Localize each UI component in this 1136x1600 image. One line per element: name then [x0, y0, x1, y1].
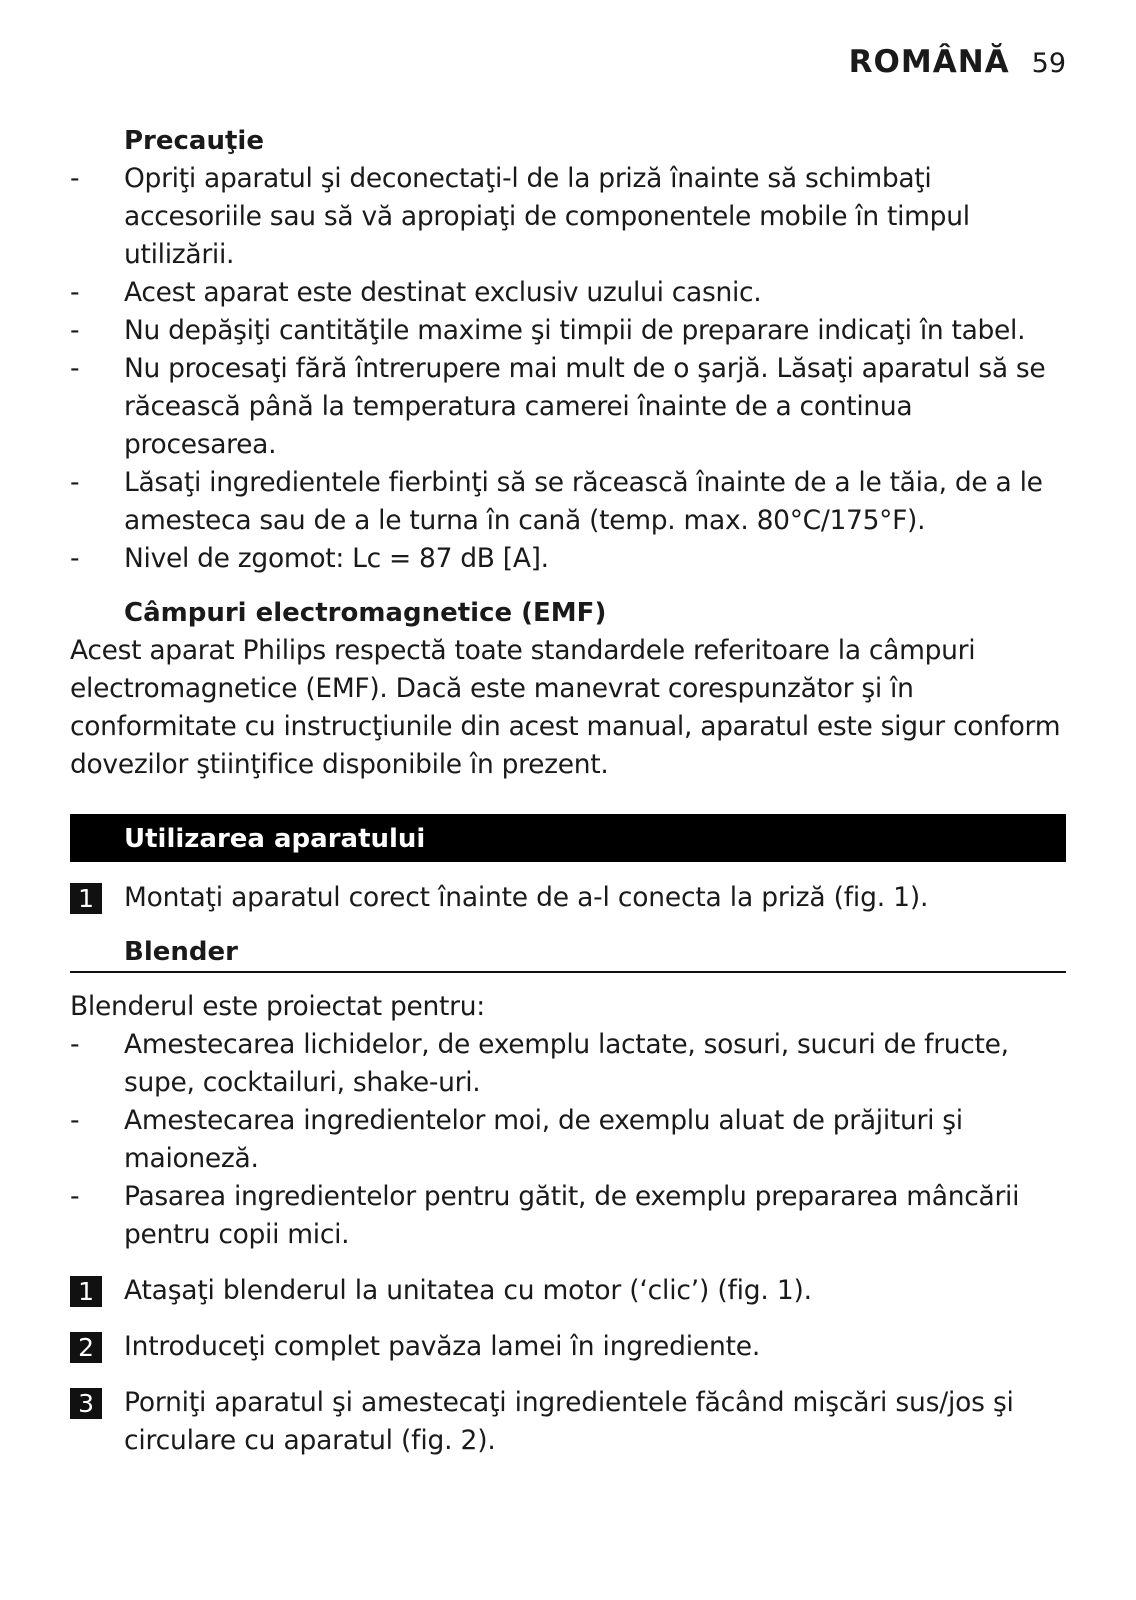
step-number: 1 [70, 883, 102, 914]
precautie-list [70, 160, 1066, 578]
bullet-dash: - [70, 1029, 80, 1060]
list-item [70, 160, 1066, 274]
emf-paragraph: Acest aparat Philips respectă toate standardele referitoare la câmpuri electromagnetice (EMF). Dacă este manevrat corespunzător şi în conformitate cu instrucţiunile din acest manual, aparatul este sigur conform dovezilor ştiinţifice disponibile în prezent. [70, 635, 1061, 780]
list-item-text: Acest aparat este destinat exclusiv uzului casnic. [124, 277, 762, 308]
bullet-dash: - [70, 163, 80, 194]
section-title-bar: Utilizarea aparatului [70, 814, 1066, 862]
bullet-dash: - [70, 543, 80, 574]
page-number: 59 [1031, 48, 1066, 79]
blender-step-3 [70, 1384, 1066, 1460]
bullet-dash: - [70, 1181, 80, 1212]
bullet-dash: - [70, 315, 80, 346]
list-item-text: Nu procesaţi fără întrerupere mai mult de o şarjă. Lăsaţi aparatul să se răcească până la temperatura camerei înainte de a continua procesarea. [124, 353, 1046, 460]
list-item-text: Amestecarea ingredientelor moi, de exemplu aluat de prăjituri şi maioneză. [124, 1105, 963, 1174]
blender-step-1 [70, 1272, 1066, 1310]
list-item [70, 350, 1066, 464]
language-label: ROMÂNĂ [848, 44, 1010, 80]
usage-step-1 [70, 879, 1066, 917]
blender-heading: Blender [70, 933, 1066, 973]
list-item [70, 274, 1066, 312]
list-item [70, 464, 1066, 540]
list-item [70, 540, 1066, 578]
precautie-heading: Precauţie [124, 126, 264, 156]
bullet-dash: - [70, 467, 80, 498]
bullet-dash: - [70, 1105, 80, 1136]
step-number: 2 [70, 1332, 102, 1363]
blender-step-2 [70, 1328, 1066, 1366]
list-item-text: Nivel de zgomot: Lc = 87 dB [A]. [124, 543, 549, 574]
list-item-text: Nu depăşiţi cantităţile maxime şi timpii de preparare indicaţi în tabel. [124, 315, 1026, 346]
emf-heading: Câmpuri electromagnetice (EMF) [124, 598, 607, 628]
blender-list [70, 1026, 1066, 1254]
list-item [70, 1026, 1066, 1102]
list-item [70, 312, 1066, 350]
page-header [849, 44, 1066, 80]
blender-intro: Blenderul este proiectat pentru: [70, 991, 485, 1022]
list-item-text: Lăsaţi ingredientele fierbinţi să se răcească înainte de a le tăia, de a le amesteca sau de a le turna în cană (temp. max. 80°C/175°F). [124, 467, 1043, 536]
list-item-text: Pasarea ingredientelor pentru gătit, de exemplu prepararea mâncării pentru copii mici. [124, 1181, 1020, 1250]
step-text: Ataşaţi blenderul la unitatea cu motor (‘clic’) (fig. 1). [124, 1275, 812, 1306]
bullet-dash: - [70, 277, 80, 308]
step-text: Introduceţi complet pavăza lamei în ingrediente. [124, 1331, 761, 1362]
step-number: 1 [70, 1276, 102, 1307]
bullet-dash: - [70, 353, 80, 384]
list-item [70, 1178, 1066, 1254]
list-item-text: Opriţi aparatul şi deconectaţi-l de la priză înainte să schimbaţi accesoriile sau să vă apropiaţi de componentele mobile în timpul utilizării. [124, 163, 970, 270]
list-item-text: Amestecarea lichidelor, de exemplu lactate, sosuri, sucuri de fructe, supe, cocktailuri, shake-uri. [124, 1029, 1009, 1098]
step-text: Montaţi aparatul corect înainte de a-l conecta la priză (fig. 1). [124, 882, 929, 913]
step-number: 3 [70, 1388, 102, 1419]
list-item [70, 1102, 1066, 1178]
page-content [70, 122, 1066, 1460]
step-text: Porniţi aparatul şi amestecaţi ingredientele făcând mişcări sus/jos şi circulare cu aparatul (fig. 2). [124, 1387, 1014, 1456]
